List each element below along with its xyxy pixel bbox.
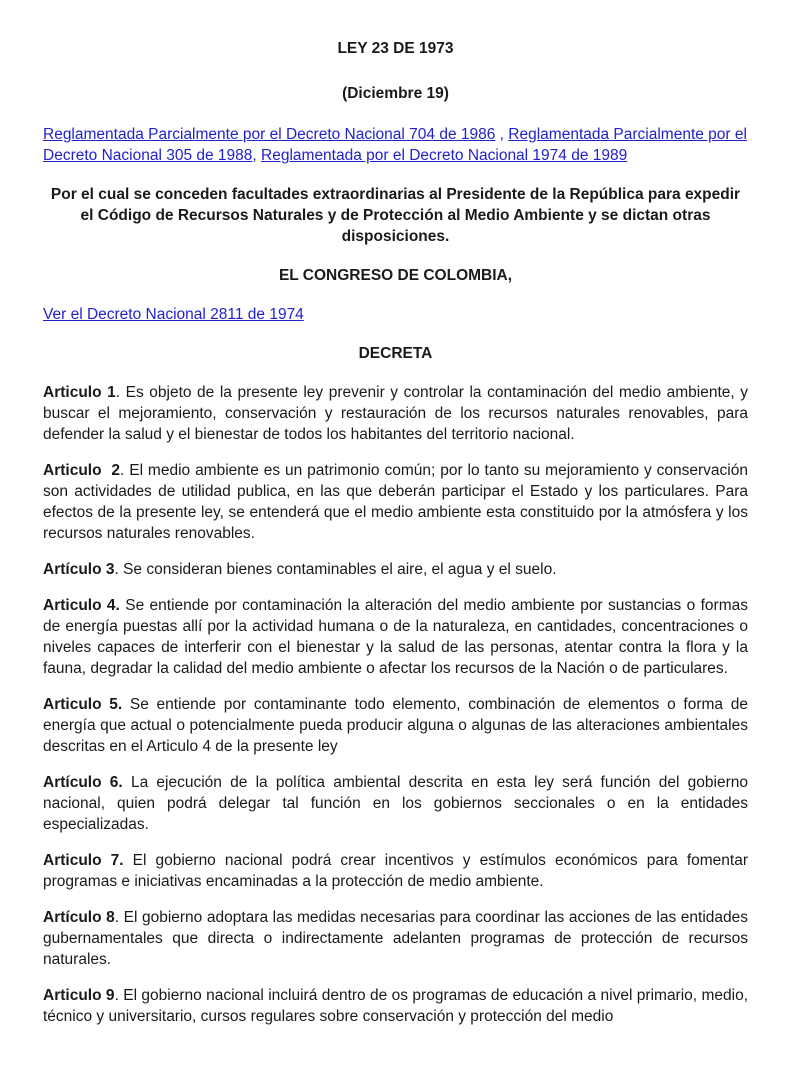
- article-3-label: Artículo 3: [43, 561, 115, 578]
- article-7-paragraph: [43, 850, 748, 892]
- congress-heading: EL CONGRESO DE COLOMBIA,: [278, 267, 513, 284]
- article-6-body: La ejecución de la política ambiental descrita en esta ley será función del gobierno nacional, quien podrá delegar tal función en los gobiernos seccionales o en la entidades especializadas.: [43, 774, 748, 833]
- article-1-label: Articulo 1: [43, 384, 116, 401]
- article-9-body: . El gobierno nacional incluirá dentro de os programas de educación a nivel primario, medio, técnico y universitario, cursos regulares sobre conservación y protección del medio: [43, 987, 748, 1025]
- summary-paragraph: Por el cual se conceden facultades extraordinarias al Presidente de la República para expedir el Código de Recursos Naturales y de Protección al Medio Ambiente y se dictan otras disposiciones.: [50, 186, 741, 245]
- article-6-label: Artículo 6.: [43, 774, 123, 791]
- reg-link-decreto-1974-1989[interactable]: Reglamentada por el Decreto Nacional 1974 de 1989: [261, 147, 628, 164]
- decreta-heading: DECRETA: [358, 345, 433, 362]
- article-3-body: . Se consideran bienes contaminables el aire, el agua y el suelo.: [114, 561, 557, 578]
- article-5-paragraph: [43, 694, 748, 757]
- article-1-paragraph: [43, 382, 748, 445]
- reg-link-decreto-704-1986[interactable]: Reglamentada Parcialmente por el Decreto Nacional 704 de 1986: [43, 126, 496, 143]
- link-separator: ,: [252, 147, 262, 164]
- article-3-paragraph: [43, 559, 748, 580]
- article-2-paragraph: [43, 460, 748, 544]
- article-8-body: . El gobierno adoptara las medidas necesarias para coordinar las acciones de las entidades gubernamentales que directa o indirectamente adelanten programas de protección de recursos naturales.: [43, 909, 748, 968]
- date-subtitle: (Diciembre 19): [342, 85, 449, 102]
- reg-link-decreto-305-1988[interactable]: Reglamentada Parcialmente por el Decreto Nacional 305 de 1988: [43, 126, 747, 164]
- link-separator: ,: [495, 126, 509, 143]
- article-5-body: Se entiende por contaminante todo elemento, combinación de elementos o forma de energía que actual o potencialmente pueda producir alguna o algunas de las alteraciones ambientales descritas en el Articulo 4 de la presente ley: [43, 696, 748, 755]
- article-7-body: El gobierno nacional podrá crear incentivos y estímulos económicos para fomentar programas e iniciativas encaminadas a la protección de medio ambiente.: [43, 852, 749, 890]
- article-9-label: Articulo 9: [43, 987, 115, 1004]
- article-1-body: . Es objeto de la presente ley prevenir y controlar la contaminación del medio ambiente, y buscar el mejoramiento, conservación y restauración de los recursos naturales renovables, para defender la salud y el bienestar de todos los habitantes del territorio nacional.: [43, 384, 749, 443]
- article-9-paragraph: [43, 985, 748, 1027]
- see-decree-paragraph: [43, 304, 748, 325]
- article-4-body: Se entiende por contaminación la alteración del medio ambiente por sustancias o formas de energía puestas allí por la actividad humana o de la naturaleza, en cantidades, concentraciones o niveles capaces de interferir con el bienestar y la salud de las personas, atentar contra la flora y la fauna, degradar la calidad del medio ambiente o afectar los recursos de la Nación o de particulares.: [43, 597, 748, 677]
- article-8-paragraph: [43, 907, 748, 970]
- article-2-label: Articulo 2: [43, 462, 121, 479]
- article-8-label: Artículo 8: [43, 909, 115, 926]
- article-6-paragraph: [43, 772, 748, 835]
- article-2-body: . El medio ambiente es un patrimonio común; por lo tanto su mejoramiento y conservación son actividades de utilidad publica, en las que deberán participar el Estado y los particulares. Para efectos de la presente ley, se entenderá que el medio ambiente esta constituido por la atmósfera y los recursos naturales renovables.: [43, 462, 748, 542]
- see-decree-2811-1974-link[interactable]: Ver el Decreto Nacional 2811 de 1974: [43, 306, 304, 323]
- regulation-links-paragraph: [43, 124, 748, 166]
- article-4-paragraph: [43, 595, 748, 679]
- article-5-label: Articulo 5.: [43, 696, 123, 713]
- article-4-label: Articulo 4.: [43, 597, 120, 614]
- page-title: LEY 23 DE 1973: [337, 40, 454, 57]
- article-7-label: Articulo 7.: [43, 852, 124, 869]
